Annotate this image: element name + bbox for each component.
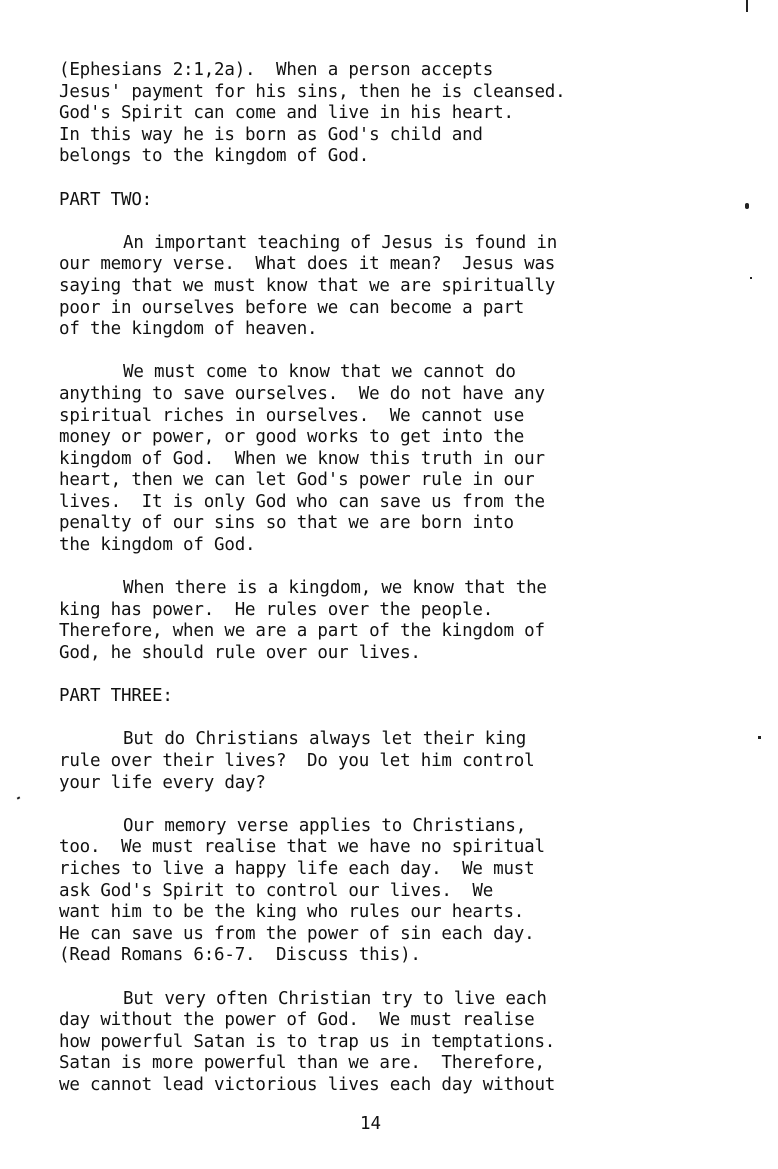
text-line: want him to be the king who rules our hearts. — [59, 902, 525, 923]
text-line: the kingdom of God. — [59, 535, 256, 556]
text-line: In this way he is born as God's child and — [59, 124, 483, 145]
heading-text: PART TWO: — [59, 189, 153, 210]
text-line: Satan is more powerful than we are. Therefore, — [59, 1053, 545, 1074]
scan-mark — [746, 0, 748, 12]
section-heading-part-three — [59, 686, 709, 708]
text-line: too. We must realise that we have no spiritual — [59, 837, 545, 858]
text-line: When there is a kingdom, we know that the — [123, 578, 547, 599]
text-line: anything to save ourselves. We do not have any — [59, 383, 545, 404]
text-line: An important teaching of Jesus is found in — [123, 232, 558, 253]
text-line: But very often Christian try to live each — [123, 988, 547, 1009]
paragraph-christians-king — [59, 729, 709, 794]
text-line: day without the power of God. We must realise — [59, 1010, 535, 1031]
text-line: lives. It is only God who can save us from the — [59, 491, 545, 512]
text-line: ask God's Spirit to control our lives. We — [59, 880, 494, 901]
text-line: penalty of our sins so that we are born into — [59, 513, 514, 534]
text-line: heart, then we can let God's power rule in our — [59, 470, 535, 491]
scan-mark — [745, 203, 749, 209]
text-line: money or power, or good works to get into the — [59, 427, 525, 448]
paragraph-important-teaching — [59, 233, 709, 341]
paragraph-ephesians — [59, 60, 709, 168]
text-line: (Ephesians 2:1,2a). When a person accepts — [59, 60, 494, 80]
text-line: rule over their lives? Do you let him control — [59, 751, 535, 771]
page-number: 14 — [360, 1114, 382, 1134]
text-line: poor in ourselves before we can become a part — [59, 297, 525, 318]
text-line: God's Spirit can come and live in his heart. — [59, 103, 514, 124]
text-line: God, he should rule over our lives. — [59, 643, 421, 664]
paragraph-come-to-know — [59, 362, 709, 556]
text-line: our memory verse. What does it mean? Jesus was — [59, 254, 556, 275]
text-line: kingdom of God. When we know this truth in our — [59, 448, 545, 469]
text-line: We must come to know that we cannot do — [123, 362, 516, 383]
paragraph-kingdom-power — [59, 578, 709, 664]
document-page — [59, 60, 709, 1097]
text-line: (Read Romans 6:6-7. Discuss this). — [59, 945, 421, 966]
paragraph-memory-verse — [59, 816, 709, 967]
text-line: we cannot lead victorious lives each day without — [59, 1074, 556, 1095]
text-line: king has power. He rules over the people. — [59, 599, 494, 620]
scan-mark — [750, 277, 752, 279]
text-line: how powerful Satan is to trap us in temptations. — [59, 1031, 556, 1052]
text-line: Jesus' payment for his sins, then he is cleansed. — [59, 81, 566, 102]
text-line: He can save us from the power of sin each day. — [59, 923, 535, 944]
paragraph-very-often — [59, 989, 709, 1097]
text-line: Our memory verse applies to Christians, — [123, 815, 527, 836]
heading-text: PART THREE: — [59, 686, 173, 707]
text-line: of the kingdom of heaven. — [59, 319, 318, 340]
text-line: your life every day? — [59, 772, 266, 793]
text-line: But do Christians always let their king — [123, 729, 527, 750]
text-line: Therefore, when we are a part of the kingdom of — [59, 621, 545, 642]
text-line: spiritual riches in ourselves. We cannot use — [59, 405, 525, 426]
scan-mark — [17, 796, 21, 799]
section-heading-part-two — [59, 190, 709, 212]
text-line: saying that we must know that we are spiritually — [59, 275, 556, 296]
text-line: belongs to the kingdom of God. — [59, 146, 370, 167]
scan-mark — [758, 736, 761, 739]
text-line: riches to live a happy life each day. We must — [59, 858, 535, 879]
